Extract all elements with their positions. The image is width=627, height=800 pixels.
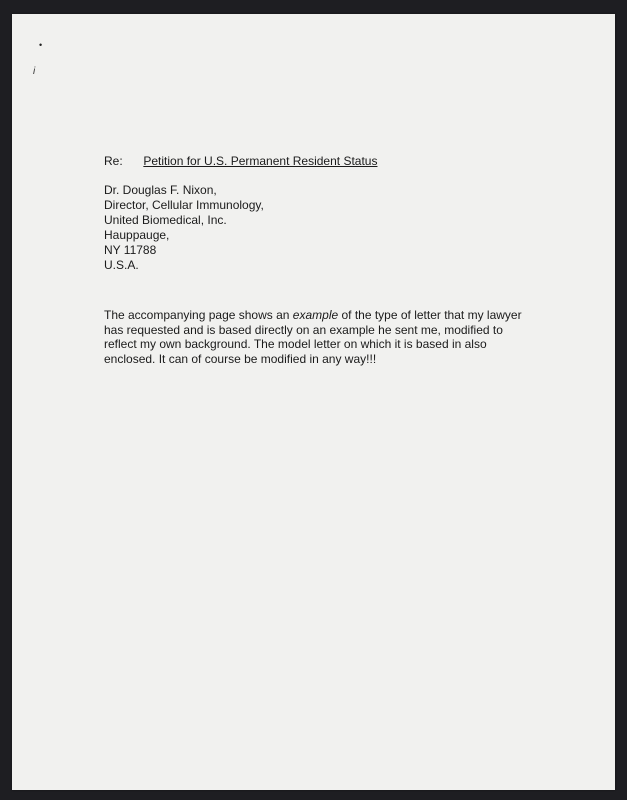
letter-page bbox=[12, 14, 615, 790]
re-subject: Petition for U.S. Permanent Resident Status bbox=[143, 154, 378, 168]
body-text-emphasis: example bbox=[292, 308, 339, 322]
address-line-state-zip: NY 11788 bbox=[104, 243, 157, 257]
re-line bbox=[104, 154, 377, 168]
body-paragraph bbox=[104, 308, 524, 366]
address-line-title: Director, Cellular Immunology, bbox=[104, 198, 264, 212]
body-text-start: The accompanying page shows an bbox=[104, 308, 293, 322]
address-line-country: U.S.A. bbox=[104, 258, 139, 272]
address-line-city: Hauppauge, bbox=[104, 228, 170, 242]
address-line-company: United Biomedical, Inc. bbox=[104, 213, 227, 227]
stray-mark-dot: • bbox=[39, 40, 43, 50]
stray-mark-i: i bbox=[33, 66, 36, 77]
address-line-name: Dr. Douglas F. Nixon, bbox=[104, 183, 217, 197]
body-text-end: of the type of letter that my lawyer has requested and is based directly on an example he sent me, modified to reflect my own background. The model letter on which it is based in also enclosed. It can of course be modified in any way!!! bbox=[104, 308, 522, 366]
re-label: Re: bbox=[104, 154, 123, 168]
recipient-address bbox=[104, 183, 264, 273]
